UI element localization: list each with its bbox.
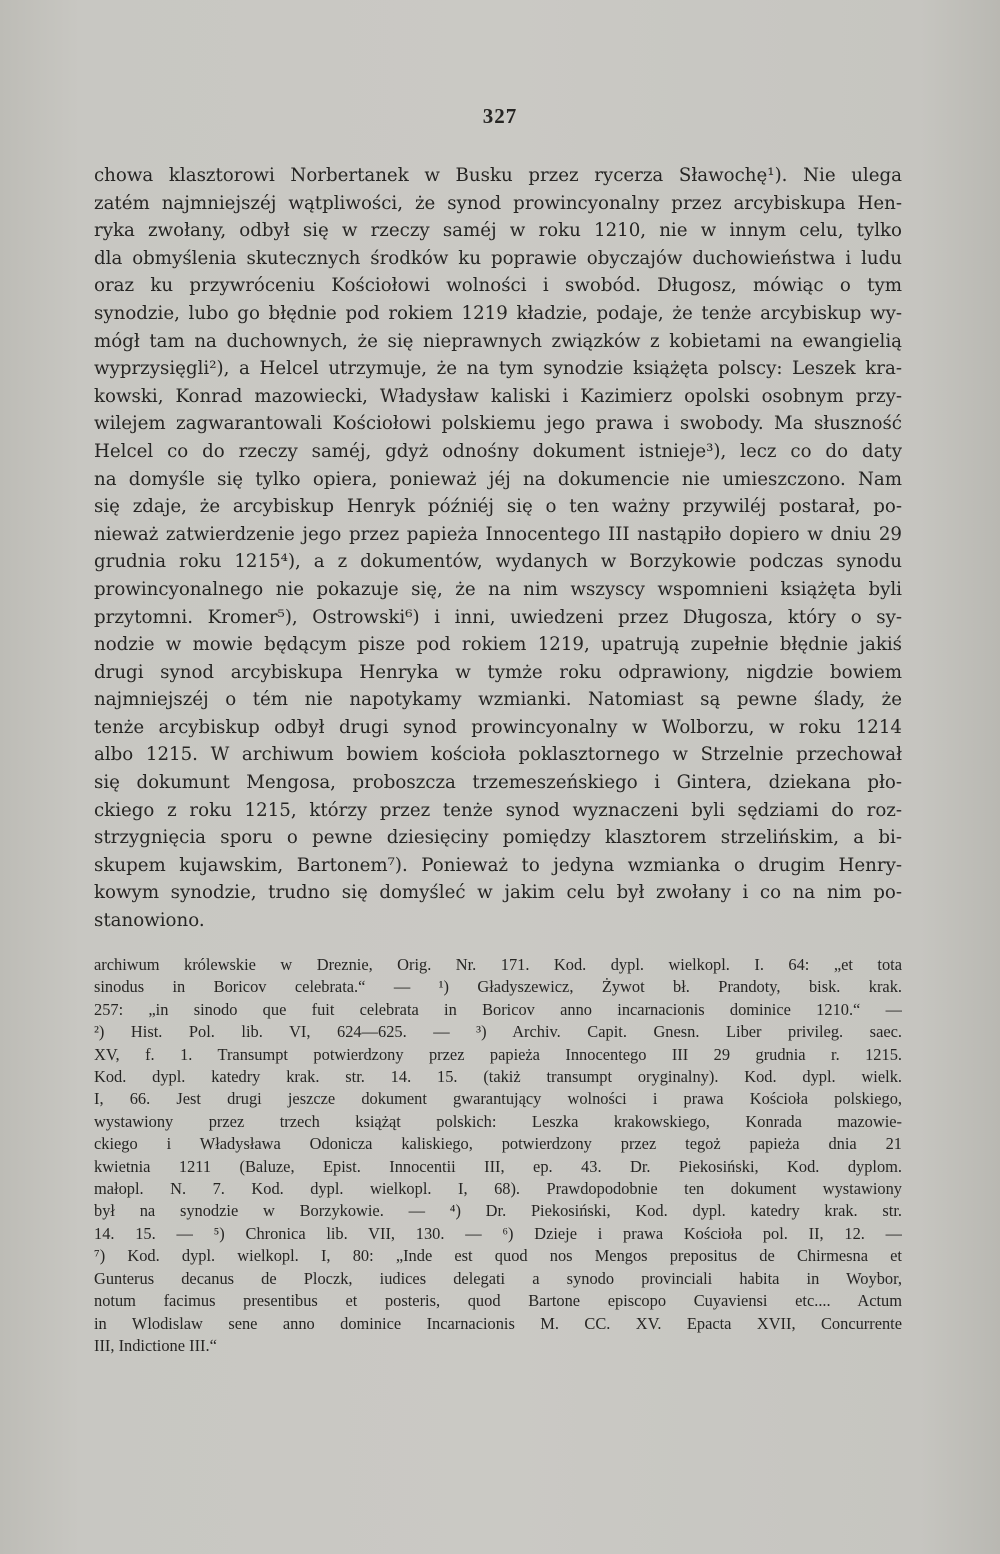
body-line: prowincyonalnego nie pokazuje się, że na nim wszyscy wspomnieni książęta byli <box>94 578 902 600</box>
footnote-line: XV, f. 1. Transumpt potwierdzony przez papieża Innocentego III 29 grudnia r. 1215. <box>94 1044 902 1064</box>
body-line: strzygnięcia sporu o pewne dziesięciny pomiędzy klasztorem strzelińskim, a bi- <box>94 827 902 849</box>
body-line: drugi synod arcybiskupa Henryka w tymże roku odprawiony, nigdzie bowiem <box>94 661 902 683</box>
footnote-line: ⁷) Kod. dypl. wielkopl. I, 80: „Inde est quod nos Mengos prepositus de Chirmesna et <box>94 1246 902 1266</box>
body-line: ryka zwołany, odbył się w rzeczy saméj w roku 1210, nie w innym celu, tylko <box>94 220 902 242</box>
footnote-line: sinodus in Boricov celebrata.“ — ¹) Gładyszewicz, Żywot bł. Prandoty, bisk. krak. <box>94 977 902 997</box>
body-line: skupem kujawskim, Bartonem⁷). Ponieważ to jedyna wzmianka o drugim Henry- <box>94 854 902 876</box>
footnote-line: 257: „in sinodo que fuit celebrata in Boricov anno incarnacionis dominice 1210.“ — <box>94 999 902 1019</box>
body-line: Helcel co do rzeczy saméj, gdyż odnośny dokument istnieje³), lecz co do daty <box>94 440 902 462</box>
footnote-line: Gunterus decanus de Ploczk, iudices delegati a synodo provinciali habita in Woybor, <box>94 1268 902 1288</box>
body-line: się zdaje, że arcybiskup Henryk późniéj się o ten ważny przywiléj postarał, po- <box>94 496 902 518</box>
footnotes <box>94 954 902 1357</box>
body-line: dla obmyślenia skutecznych środków ku poprawie obyczajów duchowieństwa i ludu <box>94 247 902 269</box>
body-line: na domyśle się tylko opiera, ponieważ jéj na dokumencie nie umieszczono. Nam <box>94 468 902 490</box>
footnote-line: był na synodzie w Borzykowie. — ⁴) Dr. Piekosiński, Kod. dypl. katedry krak. str. <box>94 1201 902 1221</box>
body-line: przytomni. Kromer⁵), Ostrowski⁶) i inni, uwiedzeni przez Długosza, który o sy- <box>94 606 902 628</box>
body-line: kowski, Konrad mazowiecki, Władysław kaliski i Kazimierz opolski osobnym przy- <box>94 385 902 407</box>
body-line: zatém najmniejszéj wątpliwości, że synod prowincyonalny przez arcybiskupa Hen- <box>94 192 902 214</box>
footnote-line: kwietnia 1211 (Baluze, Epist. Innocentii III, ep. 43. Dr. Piekosiński, Kod. dyplom. <box>94 1156 902 1176</box>
footnote-line: ²) Hist. Pol. lib. VI, 624—625. — ³) Archiv. Capit. Gnesn. Liber privileg. saec. <box>94 1022 902 1042</box>
footnote-line: in Wlodislaw sene anno dominice Incarnacionis M. CC. XV. Epacta XVII, Concurrente <box>94 1313 902 1333</box>
body-line: wyprzysięgli²), a Helcel utrzymuje, że na tym synodzie książęta polscy: Leszek kra- <box>94 358 902 380</box>
body-line: oraz ku przywróceniu Kościołowi wolności i swobód. Długosz, mówiąc o tym <box>94 275 902 297</box>
body-line: ckiego z roku 1215, którzy przez tenże synod wyznaczeni byli sędziami do roz- <box>94 799 902 821</box>
body-line: kowym synodzie, trudno się domyśleć w jakim celu był zwołany i co na nim po- <box>94 882 902 904</box>
footnote-line: wystawiony przez trzech książąt polskich: Leszka krakowskiego, Konrada mazowie- <box>94 1111 902 1131</box>
body-line: się dokumunt Mengosa, proboszcza trzemeszeńskiego i Gintera, dziekana pło- <box>94 772 902 794</box>
footnote-line: archiwum królewskie w Dreznie, Orig. Nr. 171. Kod. dypl. wielkopl. I. 64: „et tota <box>94 955 902 974</box>
footnote-line: ckiego i Władysława Odonicza kaliskiego, potwierdzony przez tegoż papieża dnia 21 <box>94 1134 902 1154</box>
body-line: chowa klasztorowi Norbertanek w Busku przez rycerza Sławochę¹). Nie ulega <box>94 165 902 186</box>
footnote-line: notum facimus presentibus et posteris, quod Bartone episcopo Cuyaviensi etc.... Actum <box>94 1291 902 1311</box>
body-line: najmniejszéj o tém nie napotykamy wzmianki. Natomiast są pewne ślady, że <box>94 689 902 711</box>
body-line: stanowiono. <box>94 910 205 932</box>
body-line: synodzie, lubo go błędnie pod rokiem 1219 kładzie, podaje, że tenże arcybiskup wy- <box>94 302 902 324</box>
body-line: mógł tam na duchownych, że się nieprawnych związków z kobietami na ewangielią <box>94 330 902 352</box>
footnote-line: małopl. N. 7. Kod. dypl. wielkopl. I, 68). Prawdopodobnie ten dokument wystawiony <box>94 1179 902 1199</box>
page-number: 327 <box>482 104 518 128</box>
body-text <box>94 162 902 935</box>
body-line: nieważ zatwierdzenie jego przez papieża Innocentego III nastąpiło dopiero w dniu 29 <box>94 523 902 545</box>
body-line: albo 1215. W archiwum bowiem kościoła poklasztornego w Strzelnie przechował <box>94 744 902 766</box>
body-line: wilejem zagwarantowali Kościołowi polskiemu jego prawa i swobody. Ma słuszność <box>94 413 902 435</box>
footnote-line: I, 66. Jest drugi jeszcze dokument gwarantujący wolności i prawa Kościoła polskiego, <box>94 1089 902 1109</box>
footnote-line: 14. 15. — ⁵) Chronica lib. VII, 130. — ⁶) Dzieje i prawa Kościoła pol. II, 12. — <box>94 1223 902 1243</box>
body-line: grudnia roku 1215⁴), a z dokumentów, wydanych w Borzykowie podczas synodu <box>94 551 902 573</box>
body-line: tenże arcybiskup odbył drugi synod prowincyonalny w Wolborzu, w roku 1214 <box>94 716 902 738</box>
footnote-line: Kod. dypl. katedry krak. str. 14. 15. (takiż transumpt oryginalny). Kod. dypl. wielk. <box>94 1067 902 1087</box>
body-line: nodzie w mowie będącym pisze pod rokiem 1219, upatrują zupełnie błędnie jakiś <box>94 634 902 656</box>
footnote-line: III, Indictione III.“ <box>94 1335 217 1355</box>
